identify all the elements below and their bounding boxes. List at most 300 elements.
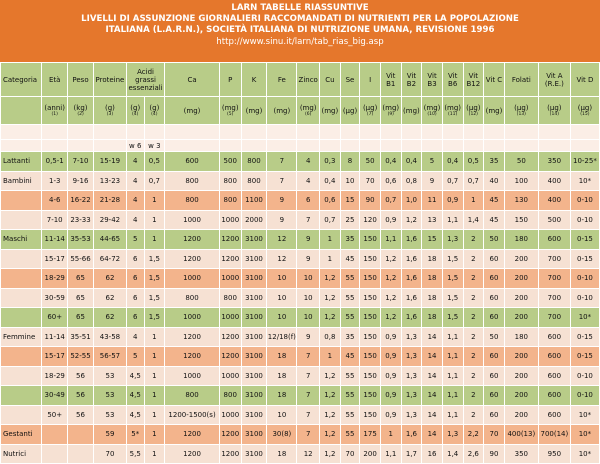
value-cell: 1,1 <box>442 347 463 367</box>
value-cell: 1,3 <box>442 425 463 445</box>
unit-cell <box>463 97 484 125</box>
value-cell: 14 <box>422 425 443 445</box>
unit-cell <box>42 97 68 125</box>
title-line-1: LARN TABELLE RIASSUNTIVE <box>231 3 369 13</box>
unit-cell <box>360 97 381 125</box>
value-cell: 200 <box>504 269 538 289</box>
value-cell: 1 <box>144 405 165 425</box>
value-cell: 56 <box>68 405 94 425</box>
value-cell: 50 <box>484 230 505 250</box>
category-cell <box>1 191 42 211</box>
value-cell: 0-10 <box>570 288 599 308</box>
value-cell: 9 <box>297 230 320 250</box>
value-cell: 200 <box>504 366 538 386</box>
spacer-cell <box>297 125 320 140</box>
value-cell: 0,8 <box>401 171 422 191</box>
unit-cell <box>126 97 144 125</box>
value-cell: 2 <box>463 366 484 386</box>
value-cell: 1000 <box>219 269 241 289</box>
value-cell: 14 <box>422 405 443 425</box>
value-cell: 62 <box>93 308 126 328</box>
value-cell: 0-15 <box>570 249 599 269</box>
value-cell: 700 <box>538 249 570 269</box>
unit-cell <box>504 97 538 125</box>
value-cell: 53 <box>93 386 126 406</box>
omega-3-label: w 3 <box>144 140 165 152</box>
unit-label: (mg) <box>321 106 339 115</box>
value-cell: 1200 <box>165 327 220 347</box>
category-cell <box>1 210 42 230</box>
value-cell: 56-57 <box>93 347 126 367</box>
value-cell: 1 <box>144 444 165 464</box>
spacer-cell <box>401 140 422 152</box>
value-cell: 500 <box>219 152 241 172</box>
value-cell: 1 <box>144 210 165 230</box>
table-row <box>1 386 600 406</box>
value-cell: 10 <box>297 269 320 289</box>
spacer-cell <box>42 140 68 152</box>
value-cell: 0,8 <box>320 327 341 347</box>
value-cell: 1,2 <box>320 308 341 328</box>
value-cell: 5 <box>422 152 443 172</box>
value-cell: 5,5 <box>126 444 144 464</box>
value-cell: 3100 <box>241 288 267 308</box>
value-cell: 13 <box>422 210 443 230</box>
value-cell: 18 <box>267 386 297 406</box>
value-cell: 15-17 <box>42 347 68 367</box>
unit-label: (µg) <box>577 104 593 112</box>
value-cell: 9 <box>297 327 320 347</box>
value-cell: 600 <box>538 386 570 406</box>
spacer-cell <box>219 140 241 152</box>
value-cell: 3100 <box>241 347 267 367</box>
value-cell: 150 <box>360 366 381 386</box>
omega-6-label: w 6 <box>126 140 144 152</box>
value-cell: 2 <box>463 230 484 250</box>
value-cell: 180 <box>504 230 538 250</box>
value-cell: 3100 <box>241 386 267 406</box>
value-cell: 4 <box>126 171 144 191</box>
value-cell <box>42 444 68 464</box>
value-cell: 1,5 <box>144 288 165 308</box>
value-cell: 350 <box>538 152 570 172</box>
value-cell: 1,3 <box>401 405 422 425</box>
value-cell: 10 <box>297 308 320 328</box>
value-cell: 950 <box>538 444 570 464</box>
value-cell: 1,1 <box>380 444 401 464</box>
value-cell: 1,2 <box>320 405 341 425</box>
value-cell: 1,3 <box>401 386 422 406</box>
value-cell: 60 <box>484 269 505 289</box>
spacer-cell <box>380 140 401 152</box>
value-cell: 10* <box>570 425 599 445</box>
value-cell: 59 <box>93 425 126 445</box>
value-cell: 64-72 <box>93 249 126 269</box>
value-cell: 10* <box>570 171 599 191</box>
category-cell: Lattanti <box>1 152 42 172</box>
spacer-cell <box>320 140 341 152</box>
value-cell: 10 <box>267 269 297 289</box>
value-cell: 50 <box>504 152 538 172</box>
value-cell: 15-17 <box>42 249 68 269</box>
spacer-cell <box>165 125 220 140</box>
value-cell: 1 <box>144 366 165 386</box>
spacer-cell <box>68 125 94 140</box>
value-cell: 5 <box>126 230 144 250</box>
table-row <box>1 347 600 367</box>
value-cell: 0-10 <box>570 269 599 289</box>
category-cell: Nutrici <box>1 444 42 464</box>
value-cell: 1,7 <box>401 444 422 464</box>
value-cell: 180 <box>504 327 538 347</box>
value-cell: 3100 <box>241 425 267 445</box>
value-cell: 3100 <box>241 366 267 386</box>
value-cell: 7 <box>267 152 297 172</box>
footnote-ref: (3) <box>106 112 114 117</box>
value-cell: 14 <box>422 366 443 386</box>
value-cell: 1,3 <box>401 366 422 386</box>
value-cell: 1000 <box>165 366 220 386</box>
footnote-ref: (4) <box>151 112 158 117</box>
column-header: Categoria <box>1 63 42 97</box>
value-cell: 12/18(f) <box>267 327 297 347</box>
value-cell: 9 <box>422 171 443 191</box>
value-cell: 35-51 <box>68 327 94 347</box>
column-header: Zinco <box>297 63 320 97</box>
column-header: P <box>219 63 241 97</box>
value-cell: 1,6 <box>401 308 422 328</box>
unit-cell <box>401 97 422 125</box>
value-cell: 11 <box>422 191 443 211</box>
value-cell: 1 <box>144 347 165 367</box>
spacer-cell <box>93 125 126 140</box>
value-cell: 1 <box>320 230 341 250</box>
value-cell: 55 <box>340 308 360 328</box>
page-header <box>0 0 600 62</box>
value-cell: 150 <box>360 288 381 308</box>
table-row <box>1 191 600 211</box>
value-cell: 30(8) <box>267 425 297 445</box>
value-cell: 4 <box>126 210 144 230</box>
table-row <box>1 230 600 250</box>
larn-table <box>0 62 600 464</box>
value-cell: 18 <box>422 269 443 289</box>
title-line-2: LIVELLI DI ASSUNZIONE GIORNALIERI RACCOMANDATI DI NUTRIENTI PER LA POPOLAZIONE <box>81 14 519 25</box>
value-cell: 45 <box>340 347 360 367</box>
value-cell: 1,1 <box>442 366 463 386</box>
value-cell: 1,1 <box>380 230 401 250</box>
value-cell: 55 <box>340 269 360 289</box>
unit-cell <box>68 97 94 125</box>
value-cell: 150 <box>360 308 381 328</box>
value-cell: 56 <box>68 386 94 406</box>
table-row <box>1 327 600 347</box>
spacer-cell <box>68 140 94 152</box>
value-cell: 1,2 <box>401 210 422 230</box>
value-cell: 0,7 <box>442 171 463 191</box>
spacer-cell <box>504 140 538 152</box>
spacer-cell <box>463 125 484 140</box>
value-cell: 1,5 <box>144 269 165 289</box>
value-cell: 1,6 <box>401 269 422 289</box>
value-cell: 45 <box>484 191 505 211</box>
category-cell <box>1 347 42 367</box>
value-cell <box>42 425 68 445</box>
value-cell: 150 <box>360 249 381 269</box>
column-header: K <box>241 63 267 97</box>
value-cell: 35 <box>484 152 505 172</box>
value-cell: 800 <box>165 191 220 211</box>
spacer-cell <box>442 140 463 152</box>
unit-cell <box>144 97 165 125</box>
footnote-ref: (13) <box>516 112 526 117</box>
value-cell: 1200 <box>219 425 241 445</box>
value-cell: 0,9 <box>380 347 401 367</box>
value-cell: 6 <box>126 269 144 289</box>
value-cell: 62 <box>93 288 126 308</box>
value-cell: 7 <box>297 347 320 367</box>
footnote-ref: (9) <box>387 112 394 117</box>
value-cell: 6 <box>126 249 144 269</box>
unit-label: (mg) <box>423 104 441 112</box>
value-cell: 70 <box>340 444 360 464</box>
column-header: Età <box>42 63 68 97</box>
value-cell: 1200 <box>219 347 241 367</box>
value-cell: 10 <box>297 288 320 308</box>
unit-cell <box>241 97 267 125</box>
table-body <box>1 63 600 464</box>
spacer-cell <box>570 140 599 152</box>
unit-cell <box>538 97 570 125</box>
spacer-cell <box>297 140 320 152</box>
footnote-ref: (4) <box>132 112 139 117</box>
value-cell: 1100 <box>241 191 267 211</box>
value-cell: 10 <box>267 405 297 425</box>
category-cell: Gestanti <box>1 425 42 445</box>
value-cell: 700(14) <box>538 425 570 445</box>
value-cell: 40 <box>484 171 505 191</box>
value-cell: 2,6 <box>463 444 484 464</box>
value-cell: 12 <box>267 230 297 250</box>
value-cell: 150 <box>360 230 381 250</box>
spacer-row <box>1 125 600 140</box>
value-cell: 10 <box>267 308 297 328</box>
spacer-cell <box>360 125 381 140</box>
value-cell: 60 <box>484 366 505 386</box>
value-cell: 2 <box>463 405 484 425</box>
value-cell: 2000 <box>241 210 267 230</box>
value-cell: 0,9 <box>380 366 401 386</box>
value-cell: 2 <box>463 269 484 289</box>
value-cell: 14 <box>422 327 443 347</box>
value-cell: 44-65 <box>93 230 126 250</box>
value-cell: 2,2 <box>463 425 484 445</box>
value-cell: 3100 <box>241 327 267 347</box>
spacer-cell <box>93 140 126 152</box>
spacer-cell <box>422 125 443 140</box>
value-cell: 13-23 <box>93 171 126 191</box>
unit-label: (µg) <box>514 104 529 112</box>
value-cell: 1,5 <box>442 269 463 289</box>
category-cell <box>1 249 42 269</box>
column-header: I <box>360 63 381 97</box>
value-cell: 800 <box>241 171 267 191</box>
unit-cell <box>93 97 126 125</box>
value-cell: 4 <box>126 191 144 211</box>
value-cell: 0,7 <box>380 191 401 211</box>
footnote-ref: (2) <box>77 112 84 117</box>
spacer-cell <box>1 140 42 152</box>
value-cell: 1,2 <box>320 425 341 445</box>
column-header: Vit C <box>484 63 505 97</box>
value-cell: 1200 <box>165 230 220 250</box>
value-cell <box>68 444 94 464</box>
value-cell: 18 <box>267 444 297 464</box>
value-cell: 3100 <box>241 249 267 269</box>
column-header: Se <box>340 63 360 97</box>
spacer-cell <box>126 125 144 140</box>
value-cell: 1,6 <box>401 249 422 269</box>
value-cell: 1,1 <box>442 405 463 425</box>
value-cell: 800 <box>241 152 267 172</box>
unit-cell <box>297 97 320 125</box>
value-cell: 3100 <box>241 308 267 328</box>
spacer-cell <box>538 140 570 152</box>
value-cell: 4,5 <box>126 405 144 425</box>
value-cell: 9 <box>297 249 320 269</box>
unit-label: (mg) <box>299 104 317 112</box>
source-url[interactable]: http://www.sinu.it/larn/tab_rias_big.asp <box>216 36 384 47</box>
value-cell: 1000 <box>219 210 241 230</box>
value-cell: 1,6 <box>401 288 422 308</box>
value-cell: 0,4 <box>442 152 463 172</box>
category-cell <box>1 405 42 425</box>
value-cell: 43-58 <box>93 327 126 347</box>
value-cell: 18 <box>422 308 443 328</box>
value-cell: 600 <box>538 347 570 367</box>
value-cell: 9 <box>267 191 297 211</box>
value-cell: 1,2 <box>320 288 341 308</box>
value-cell: 16 <box>422 444 443 464</box>
column-header: Folati <box>504 63 538 97</box>
value-cell: 0,7 <box>144 171 165 191</box>
spacer-cell <box>42 125 68 140</box>
value-cell: 1000 <box>219 366 241 386</box>
value-cell: 0-10 <box>570 210 599 230</box>
spacer-cell <box>241 125 267 140</box>
value-cell: 1,3 <box>401 347 422 367</box>
value-cell: 500 <box>538 210 570 230</box>
value-cell: 1000 <box>219 405 241 425</box>
spacer-cell <box>165 140 220 152</box>
unit-label: (mg) <box>485 106 503 115</box>
value-cell: 21-28 <box>93 191 126 211</box>
value-cell: 800 <box>219 288 241 308</box>
value-cell: 600 <box>165 152 220 172</box>
footnote-ref: (1) <box>51 112 58 117</box>
value-cell: 0,9 <box>380 210 401 230</box>
value-cell: 2 <box>463 308 484 328</box>
spacer-cell <box>219 125 241 140</box>
value-cell: 0,9 <box>380 405 401 425</box>
value-cell: 35 <box>340 230 360 250</box>
value-cell: 200 <box>504 386 538 406</box>
value-cell: 2 <box>463 288 484 308</box>
value-cell: 70 <box>360 171 381 191</box>
spacer-cell <box>241 140 267 152</box>
footnote-ref: (15) <box>580 112 590 117</box>
value-cell: 800 <box>219 191 241 211</box>
value-cell: 1 <box>320 347 341 367</box>
subheader-row <box>1 140 600 152</box>
value-cell: 45 <box>484 210 505 230</box>
value-cell: 55 <box>340 386 360 406</box>
value-cell: 0,9 <box>442 191 463 211</box>
value-cell: 15-19 <box>93 152 126 172</box>
value-cell: 55 <box>340 425 360 445</box>
value-cell: 70 <box>93 444 126 464</box>
value-cell: 4 <box>126 327 144 347</box>
value-cell: 0,4 <box>320 171 341 191</box>
value-cell: 1,2 <box>380 308 401 328</box>
value-cell: 700 <box>538 269 570 289</box>
value-cell: 600 <box>538 230 570 250</box>
table-row <box>1 269 600 289</box>
value-cell: 1,1 <box>442 210 463 230</box>
table-row <box>1 425 600 445</box>
value-cell: 1000 <box>165 269 220 289</box>
unit-label: (µg) <box>362 104 378 112</box>
value-cell: 65 <box>68 308 94 328</box>
value-cell: 0-10 <box>570 366 599 386</box>
spacer-cell <box>484 140 505 152</box>
column-header: Ca <box>165 63 220 97</box>
unit-label: (mg) <box>245 106 263 115</box>
value-cell: 3100 <box>241 269 267 289</box>
value-cell: 1,2 <box>380 288 401 308</box>
spacer-cell <box>267 125 297 140</box>
value-cell: 14 <box>422 386 443 406</box>
value-cell: 29-42 <box>93 210 126 230</box>
unit-label: (mg) <box>403 106 420 115</box>
table-row <box>1 308 600 328</box>
value-cell: 70 <box>484 425 505 445</box>
value-cell: 1200 <box>165 249 220 269</box>
value-cell: 10* <box>570 308 599 328</box>
value-cell: 200 <box>504 249 538 269</box>
value-cell: 11-14 <box>42 327 68 347</box>
value-cell: 1 <box>320 249 341 269</box>
unit-cell <box>442 97 463 125</box>
value-cell: 1200 <box>219 444 241 464</box>
value-cell: 200 <box>504 347 538 367</box>
value-cell: 1 <box>144 230 165 250</box>
spacer-cell <box>422 140 443 152</box>
value-cell: 1,3 <box>442 230 463 250</box>
value-cell: 1,5 <box>442 249 463 269</box>
value-cell: 15 <box>422 230 443 250</box>
value-cell: 0,5-1 <box>42 152 68 172</box>
value-cell: 1,5 <box>144 249 165 269</box>
value-cell: 1000 <box>165 308 220 328</box>
value-cell: 60 <box>484 405 505 425</box>
value-cell: 5 <box>126 347 144 367</box>
value-cell: 700 <box>538 308 570 328</box>
value-cell: 200 <box>504 308 538 328</box>
value-cell: 7-10 <box>42 210 68 230</box>
value-cell: 9 <box>267 210 297 230</box>
units-row <box>1 97 600 125</box>
